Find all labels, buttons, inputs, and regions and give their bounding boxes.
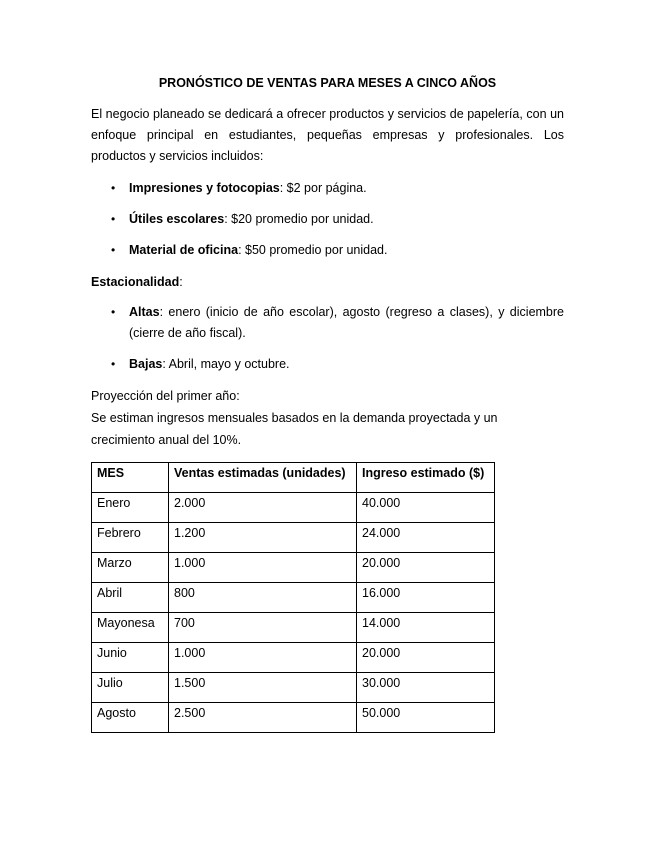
table-header-row [92,463,495,493]
cell-month: Enero [92,493,169,523]
cell-units: 1.000 [169,553,357,583]
table-row [92,493,495,523]
cell-revenue: 24.000 [357,523,495,553]
bullet-icon: • [111,357,116,371]
table-row [92,553,495,583]
seasonality-heading-label: Estacionalidad [91,275,180,289]
cell-units: 2.500 [169,703,357,733]
cell-units: 1.200 [169,523,357,553]
list-item [91,354,564,375]
seasonality-heading-suffix: : [179,275,183,289]
season-label: Altas [129,305,160,319]
product-text: : $20 promedio por unidad. [224,212,374,226]
cell-revenue: 20.000 [357,553,495,583]
cell-revenue: 20.000 [357,643,495,673]
intro-paragraph: El negocio planeado se dedicará a ofrecer productos y servicios de papelería, con un enfoque principal en estudiantes, pequeñas empresas y profesionales. Los productos y servicios incluidos: [91,107,564,163]
table-row [92,583,495,613]
cell-month: Julio [92,673,169,703]
cell-month: Abril [92,583,169,613]
cell-units: 700 [169,613,357,643]
sales-table [91,462,495,733]
header-revenue: Ingreso estimado ($) [357,463,495,493]
list-item [91,178,564,199]
cell-month: Mayonesa [92,613,169,643]
header-month: MES [92,463,169,493]
table-row [92,523,495,553]
cell-month: Junio [92,643,169,673]
cell-month: Agosto [92,703,169,733]
product-text: : $50 promedio por unidad. [238,243,388,257]
bullet-icon: • [111,181,116,195]
bullet-icon: • [111,212,116,226]
product-text: : $2 por página. [279,181,367,195]
cell-units: 800 [169,583,357,613]
seasonality-list [91,302,564,385]
header-units: Ventas estimadas (unidades) [169,463,357,493]
cell-units: 1.000 [169,643,357,673]
list-item [91,209,564,230]
product-list [91,178,564,271]
cell-revenue: 30.000 [357,673,495,703]
product-label: Útiles escolares [129,212,225,226]
seasonality-heading [91,272,183,293]
season-text: : enero (inicio de año escolar), agosto (regreso a clases), y diciembre (cierre de año fiscal). [129,305,564,340]
table-row [92,613,495,643]
bullet-icon: • [111,243,116,257]
bullet-icon: • [111,305,116,319]
season-text: : Abril, mayo y octubre. [162,357,290,371]
season-label: Bajas [129,357,163,371]
list-item [91,302,564,344]
cell-month: Febrero [92,523,169,553]
table-row [92,643,495,673]
cell-revenue: 14.000 [357,613,495,643]
list-item [91,240,564,261]
cell-month: Marzo [92,553,169,583]
document-title: PRONÓSTICO DE VENTAS PARA MESES A CINCO AÑOS [158,76,497,90]
product-label: Material de oficina [129,243,239,257]
projection-text: Se estiman ingresos mensuales basados en la demanda proyectada y un crecimiento anual del 10%. [91,411,498,447]
cell-revenue: 50.000 [357,703,495,733]
cell-revenue: 16.000 [357,583,495,613]
table-row [92,703,495,733]
projection-heading: Proyección del primer año: [91,389,240,403]
cell-units: 2.000 [169,493,357,523]
projection-block [91,385,564,451]
cell-revenue: 40.000 [357,493,495,523]
cell-units: 1.500 [169,673,357,703]
table-row [92,673,495,703]
product-label: Impresiones y fotocopias [129,181,280,195]
